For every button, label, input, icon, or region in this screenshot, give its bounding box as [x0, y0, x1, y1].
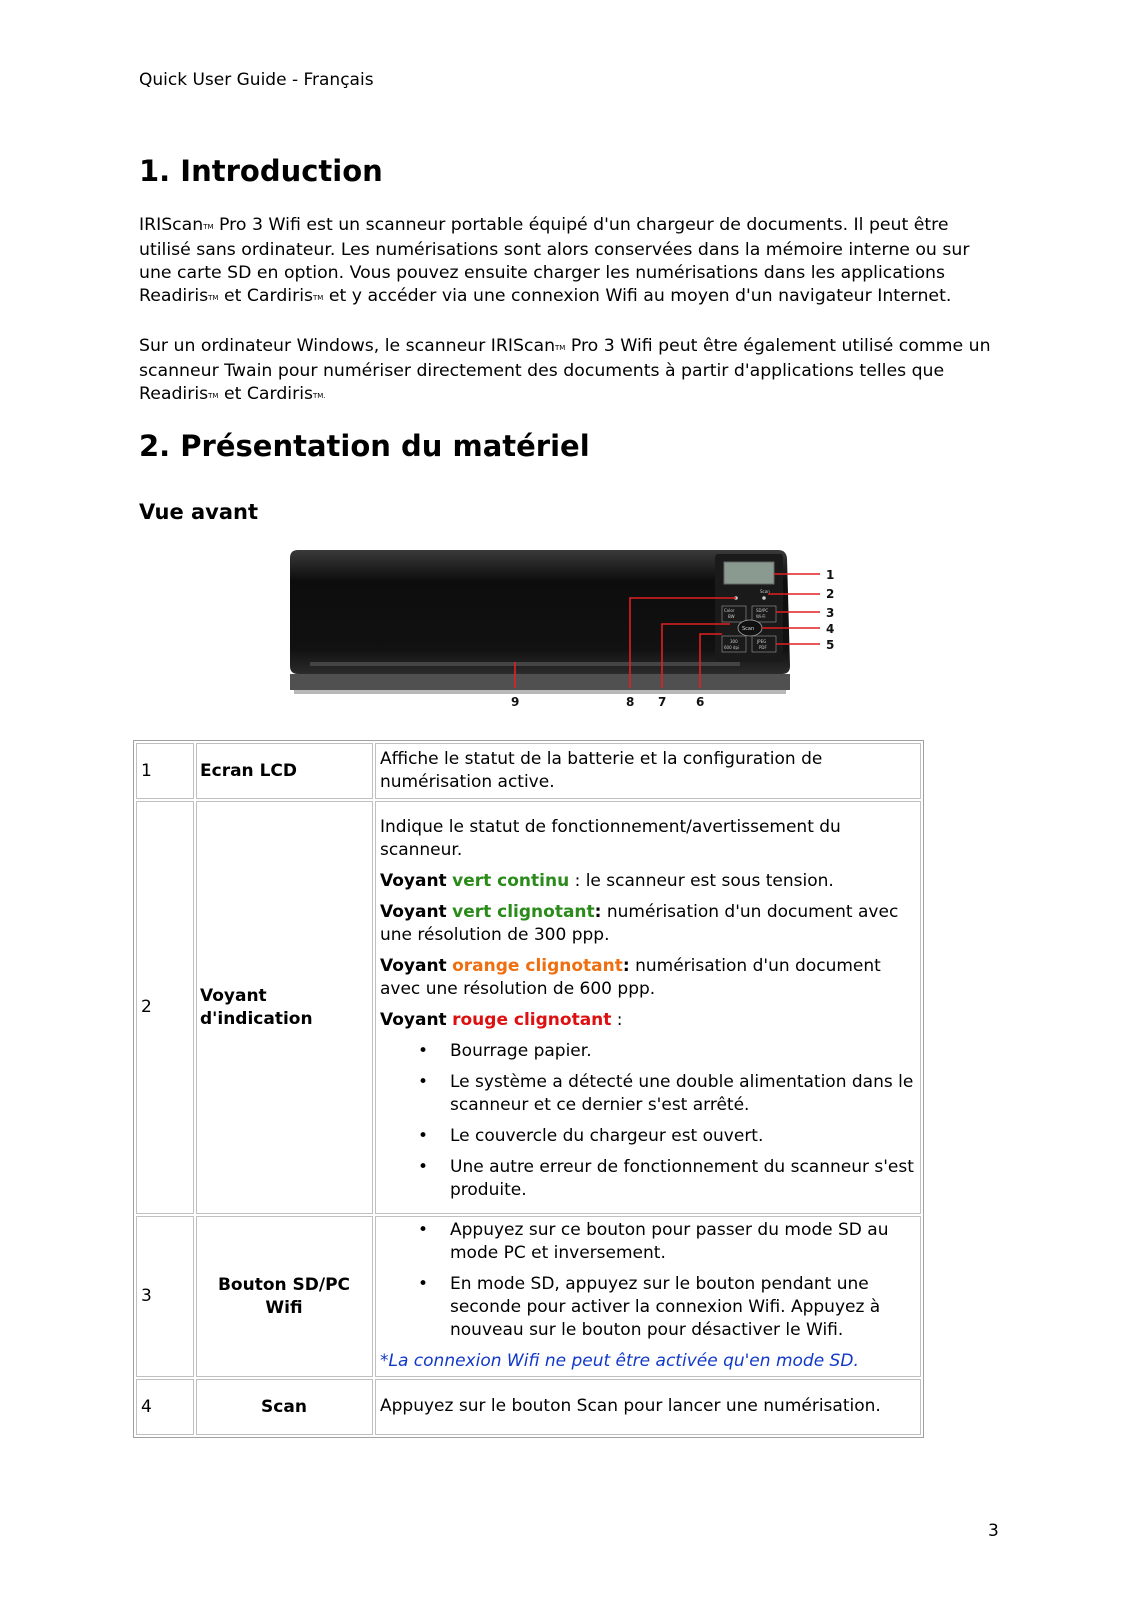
- indicator-green-steady: Voyant vert continu : le scanneur est sous tension.: [380, 871, 834, 891]
- table-row: [136, 1216, 921, 1377]
- intro-paragraph-2: Sur un ordinateur Windows, le scanneur IRIScan™ Pro 3 Wifi peut être également utilisé comme un scanneur Twain pour numériser directement des documents à partir d'applications telles que Readiris™ et Cardiris$^{TM.}$: [139, 336, 991, 404]
- indicator-orange-blinking: Voyant orange clignotant: numérisation d'un document avec une résolution de 600 ppp.: [380, 956, 881, 999]
- scanner-front-view-image: [290, 548, 855, 728]
- callout-6: 6: [696, 695, 705, 709]
- page-number: 3: [988, 1521, 999, 1541]
- sd-pc-button-label: SD/PC: [756, 608, 769, 613]
- running-header: Quick User Guide - Français: [139, 70, 374, 90]
- callout-4: 4: [826, 622, 835, 636]
- list-item: • Le système a détecté une double alimentation dans le scanneur et ce dernier s'est arrêté.: [380, 1071, 914, 1117]
- callout-1: 1: [826, 568, 835, 582]
- 600dpi-label: 600 dpi: [724, 645, 740, 650]
- jpeg-label: JPEG: [757, 639, 767, 644]
- callout-2: 2: [826, 587, 835, 601]
- row-number: 3: [136, 1216, 194, 1377]
- front-view-spec-table: [133, 740, 924, 1438]
- wifi-button-label: Wi-Fi: [756, 614, 766, 619]
- list-item: • Une autre erreur de fonctionnement du scanneur s'est produite.: [380, 1156, 914, 1202]
- row-label: Scan: [196, 1379, 373, 1435]
- indicator-red-blinking: Voyant rouge clignotant :: [380, 1010, 623, 1030]
- color-button-label: Color: [724, 608, 735, 613]
- indicator-green-blinking: Voyant vert clignotant: numérisation d'un document avec une résolution de 300 ppp.: [380, 902, 899, 945]
- pdf-label: PDF: [759, 645, 767, 650]
- row-label: Ecran LCD: [196, 743, 373, 799]
- wifi-note: *La connexion Wifi ne peut être activée qu'en mode SD.: [380, 1351, 859, 1371]
- callout-9: 9: [511, 695, 520, 709]
- list-item: • En mode SD, appuyez sur le bouton pendant une seconde pour activer la connexion Wifi. Appuyez à nouveau sur le bouton pour désactiver le Wifi.: [380, 1273, 914, 1342]
- callout-3: 3: [826, 606, 835, 620]
- intro-paragraph-1: IRIScan™ Pro 3 Wifi est un scanneur portable équipé d'un chargeur de documents. Il peut être utilisé sans ordinateur. Les numérisations sont alors conservées dans la mémoire interne ou sur une carte SD en option. Vous pouvez ensuite charger les numérisations dans les applications Readiris™ et Cardiris™ et y accéder via une connexion Wifi au moyen d'un navigateur Internet.: [139, 215, 970, 306]
- list-item: • Le couvercle du chargeur est ouvert.: [380, 1125, 914, 1148]
- bw-button-label: BW: [728, 614, 735, 619]
- row-description: Affiche le statut de la batterie et la configuration de numérisation active.: [375, 743, 921, 799]
- sd-pc-instructions: [380, 1219, 914, 1342]
- table-row: [136, 1379, 921, 1435]
- row-number: 1: [136, 743, 194, 799]
- row-number: 4: [136, 1379, 194, 1435]
- row-description: [375, 801, 921, 1214]
- row-label: Voyant d'indication: [196, 801, 373, 1214]
- list-item: • Bourrage papier.: [380, 1040, 914, 1063]
- list-item: • Appuyez sur ce bouton pour passer du mode SD au mode PC et inversement.: [380, 1219, 914, 1265]
- scan-button-label: Scan: [742, 626, 755, 632]
- row-description: Appuyez sur le bouton Scan pour lancer une numérisation.: [375, 1379, 921, 1435]
- error-list: [380, 1040, 914, 1202]
- section-title-introduction: 1. Introduction: [139, 154, 383, 188]
- callout-7: 7: [658, 695, 667, 709]
- subsection-title-front-view: Vue avant: [139, 500, 259, 524]
- row-description: [375, 1216, 921, 1377]
- row-number: 2: [136, 801, 194, 1214]
- callout-5: 5: [826, 638, 835, 652]
- row-label: Bouton SD/PC Wifi: [196, 1216, 373, 1377]
- table-row: [136, 801, 921, 1214]
- indicator-intro: Indique le statut de fonctionnement/avertissement du scanneur.: [380, 817, 841, 860]
- section-title-hardware: 2. Présentation du matériel: [139, 429, 590, 463]
- table-row: [136, 743, 921, 799]
- 300-label: 300: [730, 639, 738, 644]
- callout-8: 8: [626, 695, 635, 709]
- scan-led-label: Scan: [760, 589, 770, 594]
